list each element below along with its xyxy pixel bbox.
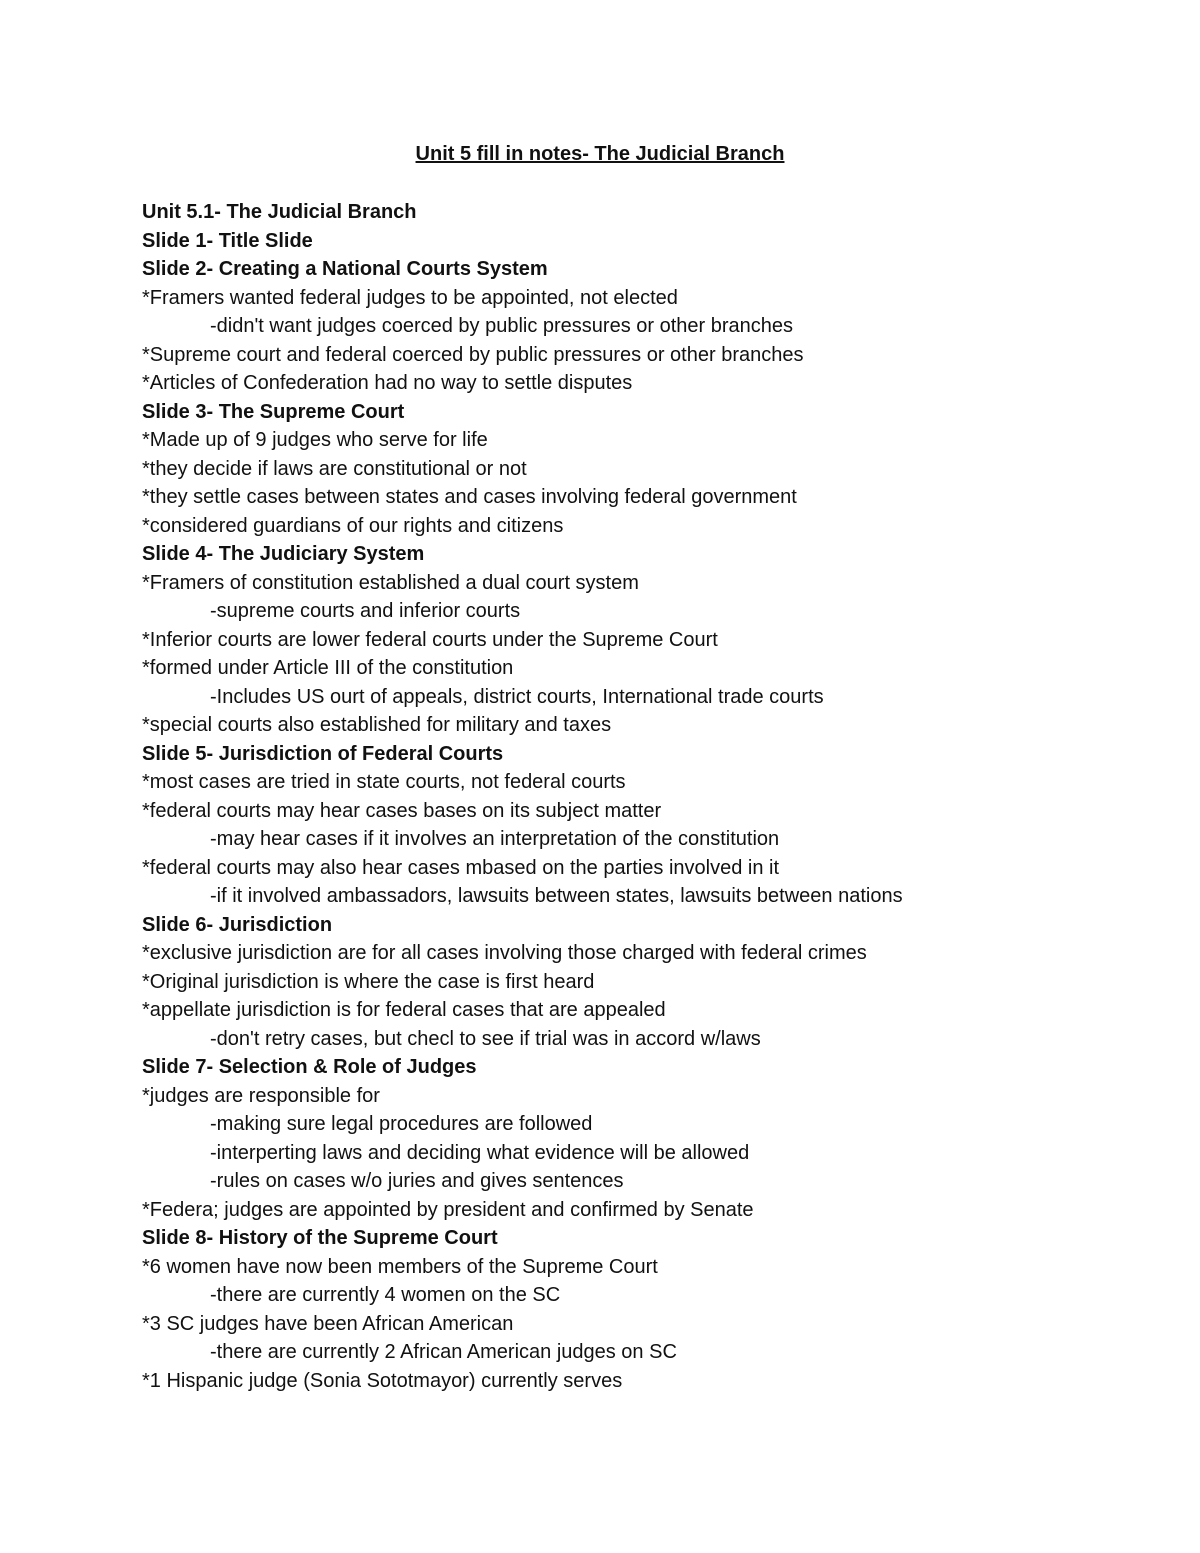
note-line: *federal courts may hear cases bases on its subject matter [142, 799, 662, 822]
note-line: *most cases are tried in state courts, not federal courts [142, 771, 626, 793]
sub-note-line: -there are currently 2 African American judges on SC [210, 1341, 677, 1363]
note-line: *6 women have now been members of the Supreme Court [142, 1255, 658, 1278]
note-line: *considered guardians of our rights and citizens [142, 514, 564, 537]
note-line: *federal courts may also hear cases mbased on the parties involved in it [142, 856, 780, 879]
section-heading: Slide 2- Creating a National Courts System [142, 258, 548, 280]
note-line: *3 SC judges have been African American [142, 1312, 514, 1335]
sub-note-line: -don't retry cases, but checl to see if trial was in accord w/laws [210, 1027, 761, 1050]
sub-note-line: -may hear cases if it involves an interpretation of the constitution [210, 828, 780, 850]
note-line: *Articles of Confederation had no way to settle disputes [142, 372, 633, 394]
section-heading: Slide 3- The Supreme Court [142, 400, 405, 423]
note-line: *Framers of constitution established a dual court system [142, 571, 639, 594]
section-heading: Unit 5.1- The Judicial Branch [142, 201, 417, 223]
note-line: *they settle cases between states and cases involving federal government [142, 486, 797, 508]
section-heading: Slide 5- Jurisdiction of Federal Courts [142, 742, 504, 765]
section-heading: Slide 7- Selection & Role of Judges [142, 1056, 477, 1078]
note-line: *Made up of 9 judges who serve for life [142, 429, 488, 451]
sub-note-line: -there are currently 4 women on the SC [210, 1284, 561, 1306]
sub-note-line: -supreme courts and inferior courts [210, 600, 521, 622]
sub-note-line: -making sure legal procedures are followed [210, 1113, 593, 1135]
section-heading: Slide 4- The Judiciary System [142, 543, 425, 565]
note-line: *they decide if laws are constitutional or not [142, 457, 527, 480]
section-heading: Slide 8- History of the Supreme Court [142, 1227, 498, 1249]
section-heading: Slide 1- Title Slide [142, 229, 313, 252]
sub-note-line: -Includes US ourt of appeals, district courts, International trade courts [210, 685, 824, 708]
document-title: Unit 5 fill in notes- The Judicial Branch [415, 143, 785, 165]
note-line: *Supreme court and federal coerced by public pressures or other branches [142, 343, 804, 366]
note-line: *Framers wanted federal judges to be appointed, not elected [142, 286, 678, 309]
note-line: *special courts also established for military and taxes [142, 714, 612, 736]
section-heading: Slide 6- Jurisdiction [142, 913, 333, 936]
note-line: *Inferior courts are lower federal courts under the Supreme Court [142, 628, 718, 651]
note-line: *judges are responsible for [142, 1084, 380, 1107]
sub-note-line: -didn't want judges coerced by public pressures or other branches [210, 315, 794, 337]
sub-note-line: -interperting laws and deciding what evidence will be allowed [210, 1141, 750, 1164]
notes-list [142, 198, 1142, 1395]
note-line: *Federa; judges are appointed by president and confirmed by Senate [142, 1198, 754, 1221]
note-line: *formed under Article III of the constitution [142, 657, 514, 679]
note-line: *Original jurisdiction is where the case is first heard [142, 970, 595, 993]
sub-note-line: -if it involved ambassadors, lawsuits between states, lawsuits between nations [210, 885, 903, 907]
note-line: *1 Hispanic judge (Sonia Sototmayor) currently serves [142, 1369, 623, 1392]
note-line: *exclusive jurisdiction are for all cases involving those charged with federal crimes [142, 942, 867, 964]
sub-note-line: -rules on cases w/o juries and gives sentences [210, 1170, 624, 1192]
note-line: *appellate jurisdiction is for federal cases that are appealed [142, 999, 666, 1021]
